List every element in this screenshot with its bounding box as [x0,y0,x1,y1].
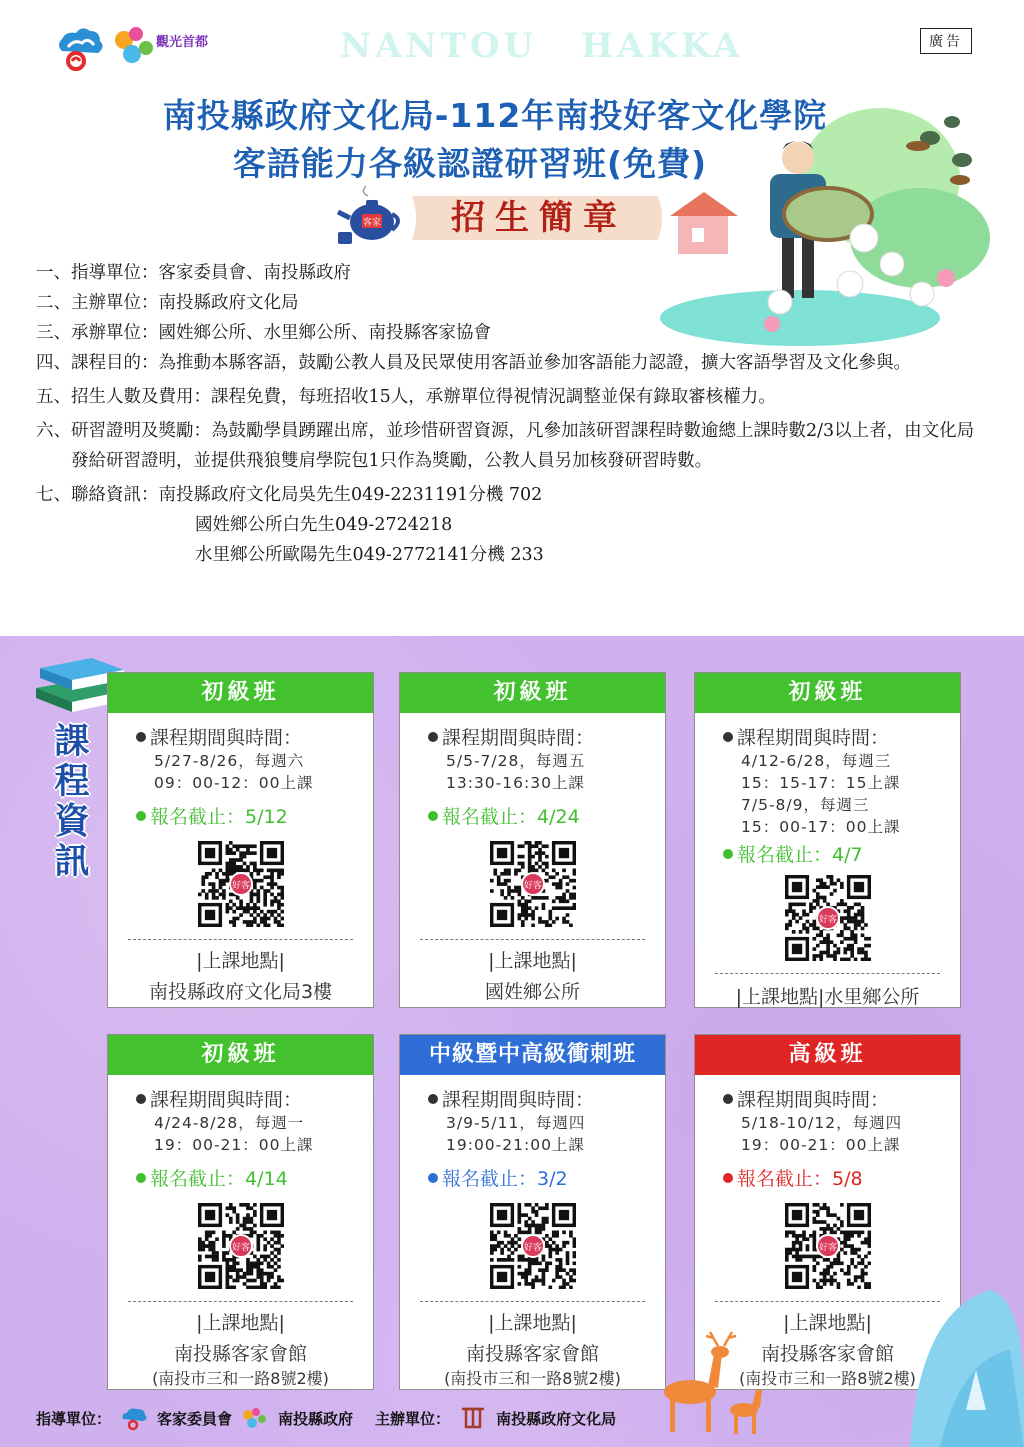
tourism-small-logo-icon [240,1405,270,1431]
info-value: 為推動本縣客語，鼓勵公教人員及民眾使用客語並參加客語能力認證，擴大客語學習及文化參與。 [158,353,911,373]
bullet-dot [428,1094,438,1104]
qr-center-label: 好客 [231,881,250,891]
deadline: 報名截止：4/14 [150,1168,288,1190]
location-label: |上課地點| [196,1312,285,1334]
deadline: 報名截止：4/7 [737,844,863,866]
bullet-dot [723,1173,733,1183]
deadline: 報名截止：5/8 [737,1168,863,1190]
footer-guide-label: 指導單位： [36,1409,112,1428]
bullet-dot [723,1094,733,1104]
course-info-side-title: 課程資訊 [54,722,90,882]
location-label: |上課地點| [488,950,577,972]
dashed-divider [420,1301,645,1302]
footer-host-org: 南投縣政府文化局 [496,1409,617,1428]
location-address: (南投市三和一路8號2樓) [739,1369,916,1388]
course-time: 15：00-17：00上課 [741,818,901,836]
info-label: 研習證明及獎勵： [71,421,211,441]
location: 南投縣客家會館 [465,1343,599,1365]
deadline: 報名截止：3/2 [442,1168,568,1190]
dashed-divider [715,973,940,974]
course-card [694,672,961,1008]
course-card [107,1034,374,1390]
course-time: 3/9-5/11，每週四 [446,1114,586,1132]
info-item [36,318,986,348]
location-label: |上課地點| [488,1312,577,1334]
culture-bureau-logo-icon [458,1405,488,1431]
qr-center-label: 好客 [818,915,837,925]
deadline: 報名截止：4/24 [442,806,580,828]
info-value: 客家委員會、南投縣政府 [158,263,351,283]
location: 南投縣政府文化局3樓 [148,981,333,1003]
period-label: 課程期間與時間： [442,727,595,749]
bullet-dot [428,1173,438,1183]
teapot-label: 客家 [362,218,382,228]
qr-code[interactable] [198,1203,284,1289]
page-title-line1: 南投縣政府文化局-112年南投好客文化學院 [162,96,828,135]
location-address: (南投市三和一路8號2樓) [444,1369,621,1388]
course-card-title: 初級班 [400,673,665,713]
bullet-dot [428,732,438,742]
page-title-line2: 客語能力各級認證研習班(免費) [232,144,708,183]
teapot-icon [336,182,406,246]
course-card-title: 中級暨中高級衝刺班 [400,1035,665,1075]
course-time: 15：15-17：15上課 [741,774,901,792]
dashed-divider [128,939,353,940]
course-card-title: 初級班 [108,673,373,713]
info-item [36,258,986,288]
info-number: 五、 [36,387,71,407]
qr-center-label: 好客 [523,1243,542,1253]
qr-code[interactable] [490,841,576,927]
ad-label: 廣告 [920,28,972,54]
tourism-logo-text: 觀光首都 [156,35,209,50]
course-time: 5/18-10/12，每週四 [741,1114,903,1132]
course-time: 19：00-21：00上課 [154,1136,314,1154]
info-item [36,416,986,476]
info-value: 南投縣政府文化局吳先生049-2231191分機 702 [158,485,543,505]
course-time: 5/27-8/26，每週六 [154,752,305,770]
course-time: 5/5-7/28，每週五 [446,752,586,770]
info-label: 聯絡資訊： [71,485,159,505]
location-label: |上課地點| [783,1312,872,1334]
qr-code[interactable] [490,1203,576,1289]
contact-line: 水里鄉公所歐陽先生049-2772141分機 233 [195,545,544,565]
qr-center-label: 好客 [231,1243,250,1253]
info-value: 課程免費，每班招收15人，承辦單位得視情況調整並保有錄取審核權力。 [211,387,776,407]
footer [36,1405,616,1431]
course-time: 4/24-8/28，每週一 [154,1114,305,1132]
info-number: 四、 [36,353,71,373]
contact-line: 國姓鄉公所白先生049-2724218 [195,515,453,535]
info-number: 一、 [36,263,71,283]
hill-illustration [900,1270,1024,1447]
course-time: 13:30-16:30上課 [446,774,585,792]
info-label: 指導單位： [71,263,159,283]
dashed-divider [420,939,645,940]
course-time: 19:00-21:00上課 [446,1136,585,1154]
period-label: 課程期間與時間： [150,727,303,749]
bullet-dot [723,849,733,859]
period-label: 課程期間與時間： [442,1089,595,1111]
info-number: 六、 [36,421,71,441]
qr-code[interactable] [785,1203,871,1289]
info-value: 南投縣政府文化局 [158,293,299,313]
location-label: |上課地點| [196,950,285,972]
qr-code[interactable] [785,875,871,961]
hakka-council-small-logo-icon [119,1405,149,1431]
nantou-hakka-watermark: NANTOU HAKKA [340,26,744,66]
period-label: 課程期間與時間： [737,1089,890,1111]
info-label: 承辦單位： [71,323,159,343]
info-number: 三、 [36,323,71,343]
location: 南投縣客家會館 [173,1343,307,1365]
footer-guide-org2: 南投縣政府 [278,1409,354,1428]
nantou-tourism-logo-icon [112,22,222,74]
course-card-title: 初級班 [695,673,960,713]
bullet-dot [723,732,733,742]
info-item [36,382,986,412]
footer-guide-org1: 客家委員會 [157,1409,233,1428]
course-card [399,672,666,1008]
bullet-dot [136,1173,146,1183]
header-logos [52,22,222,74]
info-list [36,258,986,570]
qr-center-label: 好客 [523,881,542,891]
info-label: 課程目的： [71,353,159,373]
period-label: 課程期間與時間： [150,1089,303,1111]
deadline: 報名截止：5/12 [150,806,288,828]
course-time: 09：00-12：00上課 [154,774,314,792]
course-card [399,1034,666,1390]
location: |上課地點|水里鄉公所 [735,986,920,1008]
qr-code[interactable] [198,841,284,927]
info-item [36,288,986,318]
info-item [36,480,986,510]
location: 國姓鄉公所 [484,981,580,1003]
course-time: 19：00-21：00上課 [741,1136,901,1154]
course-time: 4/12-6/28，每週三 [741,752,892,770]
course-card-title: 初級班 [108,1035,373,1075]
period-label: 課程期間與時間： [737,727,890,749]
info-label: 招生人數及費用： [71,387,211,407]
info-item [36,348,986,378]
info-number: 二、 [36,293,71,313]
footer-host-label: 主辦單位： [375,1409,451,1428]
info-number: 七、 [36,485,71,505]
info-label: 主辦單位： [71,293,159,313]
info-value: 國姓鄉公所、水里鄉公所、南投縣客家協會 [158,323,491,343]
bullet-dot [136,732,146,742]
location: 南投縣客家會館 [760,1343,894,1365]
qr-center-label: 好客 [818,1243,837,1253]
course-time: 7/5-8/9，每週三 [741,796,870,814]
deer-illustration [640,1330,770,1438]
bullet-dot [136,811,146,821]
enrollment-banner: 招生簡章 [451,198,627,238]
bullet-dot [428,811,438,821]
info-value: 為鼓勵學員踴躍出席，並珍惜研習資源，凡參加該研習課程時數逾總上課時數2/3以上者，由文化局發給研習證明，並提供飛狼雙肩學院包1只作為獎勵，公教人員另加核發研習時數。 [71,421,975,471]
course-card [107,672,374,1008]
location-address: (南投市三和一路8號2樓) [152,1369,329,1388]
hakka-council-logo-icon [52,23,106,73]
course-card-title: 高級班 [695,1035,960,1075]
dashed-divider [128,1301,353,1302]
bullet-dot [136,1094,146,1104]
